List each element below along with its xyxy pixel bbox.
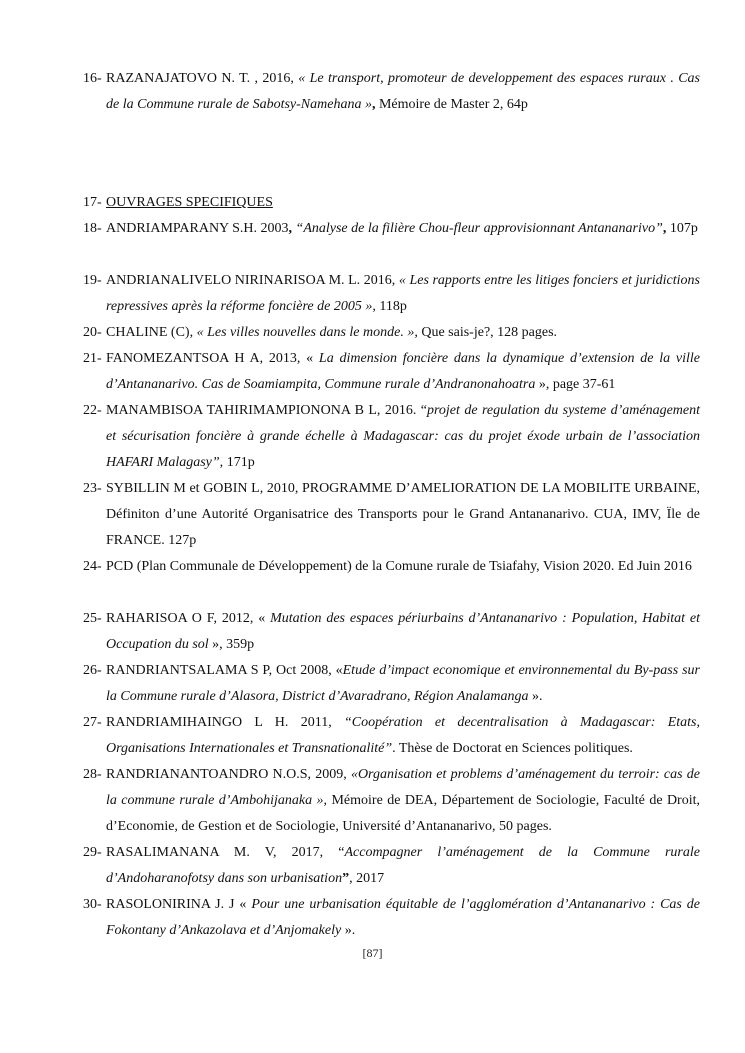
entry-text-part: , 2017: [349, 871, 385, 886]
reference-entry-18: [83, 216, 700, 242]
entry-text-part: RANDRIAMIHAINGO L H. 2011,: [106, 715, 345, 730]
entry-title-italic: “Coopération et decentralisation à Madagascar: Etats, Organisations Internationales et Transnationalité”: [106, 715, 700, 756]
entry-text-part: . Thèse de Doctorat en Sciences politiques.: [392, 741, 633, 756]
entry-text-part: 107p: [669, 221, 698, 236]
entry-title-italic: « Le transport, promoteur de developpement des espaces ruraux . Cas de la Commune rurale de Sabotsy-Namehana »: [106, 71, 701, 112]
entry-text: [106, 554, 700, 580]
entry-text-part: 171p: [223, 455, 255, 470]
entry-text-part: ».: [528, 689, 543, 704]
entry-text-part: , Mémoire de DEA, Département de Sociologie, Faculté de Droit, d’Economie, de Gestion et de Sociologie, Université d’Antananarivo, 50 pages.: [106, 793, 701, 834]
entry-text: [106, 840, 700, 892]
entry-text: [106, 66, 700, 118]
entry-title-italic: Etude d’impact economique et environnemental du By-pass sur la Commune rurale d’Alasora, District d’Avaradrano, Région Analamanga: [106, 663, 701, 704]
reference-entry-29: [83, 840, 700, 892]
entry-text-part: », page 37-61: [535, 377, 616, 392]
entry-number: 21-: [83, 351, 102, 366]
entry-text-part: PCD (Plan Communale de Développement) de la Comune rurale de Tsiafahy, Vision 2020. Ed Juin 2016: [106, 559, 692, 574]
reference-entry-21: [83, 346, 700, 398]
entry-text-part: Mémoire de Master 2, 64p: [378, 97, 528, 112]
entry-number: 30-: [83, 897, 102, 912]
entry-number: 27-: [83, 715, 102, 730]
entry-title-italic: «Organisation et problems d’aménagement du terroir: cas de la commune rurale d’Ambohijanaka »: [106, 767, 701, 808]
entry-number: 18-: [83, 221, 102, 236]
entry-text-part: CHALINE (C),: [106, 325, 197, 340]
entry-text-part: ANDRIANALIVELO NIRINARISOA M. L. 2016,: [106, 273, 399, 288]
entry-text-part: , 118p: [372, 299, 407, 314]
entry-text: [106, 398, 700, 476]
entry-number: 20-: [83, 325, 102, 340]
entry-number: 29-: [83, 845, 102, 860]
entry-text: [106, 710, 700, 762]
reference-entry-25: [83, 606, 700, 658]
section-heading: OUVRAGES SPECIFIQUES: [106, 195, 273, 210]
entry-text: [106, 320, 700, 346]
entry-text-part: RASALIMANANA M. V, 2017, “: [106, 845, 345, 860]
reference-entry-28: [83, 762, 700, 840]
reference-entry-16: [83, 66, 700, 118]
entry-number: 16-: [83, 71, 102, 86]
entry-title-italic: Pour une urbanisation équitable de l’agglomération d’Antananarivo : Cas de Fokontany d’Ankazolava et d’Anjomakely: [106, 897, 700, 938]
page-number: [87]: [362, 946, 383, 960]
entry-number: 22-: [83, 403, 102, 418]
reference-entry-26: [83, 658, 700, 710]
entry-text-part: RASOLONIRINA J. J «: [106, 897, 252, 912]
entry-number: 26-: [83, 663, 102, 678]
reference-entry-19: [83, 268, 700, 320]
entry-text-part: RAHARISOA O F, 2012, «: [106, 611, 271, 626]
entry-number: 23-: [83, 481, 102, 496]
section-heading-entry: [83, 190, 700, 216]
entry-text: [106, 268, 700, 320]
entry-text-part: SYBILLIN M et GOBIN L, 2010, PROGRAMME D’AMELIORATION DE LA MOBILITE URBAINE, Définiton d’une Autorité Organisatrice des Transports pour le Grand Antananarivo. CUA, IMV, Ïle de FRANCE. 127p: [106, 481, 700, 548]
entry-title-italic: « Les villes nouvelles dans le monde. »,: [196, 325, 418, 340]
entry-title-italic: Mutation des espaces périurbains d’Antananarivo : Population, Habitat et Occupation du sol: [106, 611, 700, 652]
reference-entry-20: [83, 320, 700, 346]
entry-text: [106, 190, 700, 216]
entry-text-part: ,: [371, 97, 379, 112]
entry-text-part: ”: [342, 871, 350, 886]
entry-title-italic: Accompagner l’aménagement de la Commune rurale d’Andoharanofotsy dans son urbanisation: [106, 845, 700, 886]
entry-text: [106, 658, 700, 710]
entry-text-part: ».: [341, 923, 356, 938]
entry-text-part: ANDRIAMPARANY S.H. 2003: [106, 221, 289, 236]
entry-title-italic: « Les rapports entre les litiges fonciers et juridictions repressives après la réforme foncière de 2005 »: [106, 273, 700, 314]
entry-text: [106, 216, 700, 242]
entry-text: [106, 606, 700, 658]
entry-text: [106, 762, 700, 840]
entry-text-part: RANDRIANTSALAMA S P, Oct 2008, «: [106, 663, 343, 678]
entry-number: 25-: [83, 611, 102, 626]
entry-number: 24-: [83, 559, 102, 574]
reference-entry-23: [83, 476, 700, 554]
reference-entry-22: [83, 398, 700, 476]
entry-title-italic: La dimension foncière dans la dynamique d’extension de la ville d’Antananarivo. Cas de Soamiampita, Commune rurale d’Andranonahoatra: [106, 351, 700, 392]
entry-text: [106, 346, 700, 398]
reference-entry-27: [83, 710, 700, 762]
entry-text: [106, 476, 700, 554]
entry-text-part: FANOMEZANTSOA H A, 2013, «: [106, 351, 319, 366]
entry-title-italic: projet de regulation du systeme d’aménagement et sécurisation foncière à grande échelle à Madagascar: cas du projet éxode urbain de l’association HAFARI Malagasy”,: [106, 403, 700, 470]
entry-number: 28-: [83, 767, 102, 782]
entry-text-part: Que sais-je?, 128 pages.: [417, 325, 558, 340]
entry-text-part: RANDRIANANTOANDRO N.O.S, 2009,: [106, 767, 351, 782]
entry-text-part: », 359p: [208, 637, 255, 652]
entry-text-part: ,: [288, 221, 296, 236]
entry-text: [106, 892, 700, 944]
entry-text-part: MANAMBISOA TAHIRIMAMPIONONA B L, 2016. “: [106, 403, 427, 418]
entry-title-italic: “Analyse de la filière Chou-fleur approvisionnant Antananarivo”: [295, 221, 663, 236]
entry-number: 19-: [83, 273, 102, 288]
reference-entry-24: [83, 554, 700, 580]
entry-text-part: RAZANAJATOVO N. T. , 2016,: [106, 71, 299, 86]
entry-number: 17-: [83, 195, 102, 210]
entry-text-part: ,: [662, 221, 670, 236]
reference-entry-30: [83, 892, 700, 944]
